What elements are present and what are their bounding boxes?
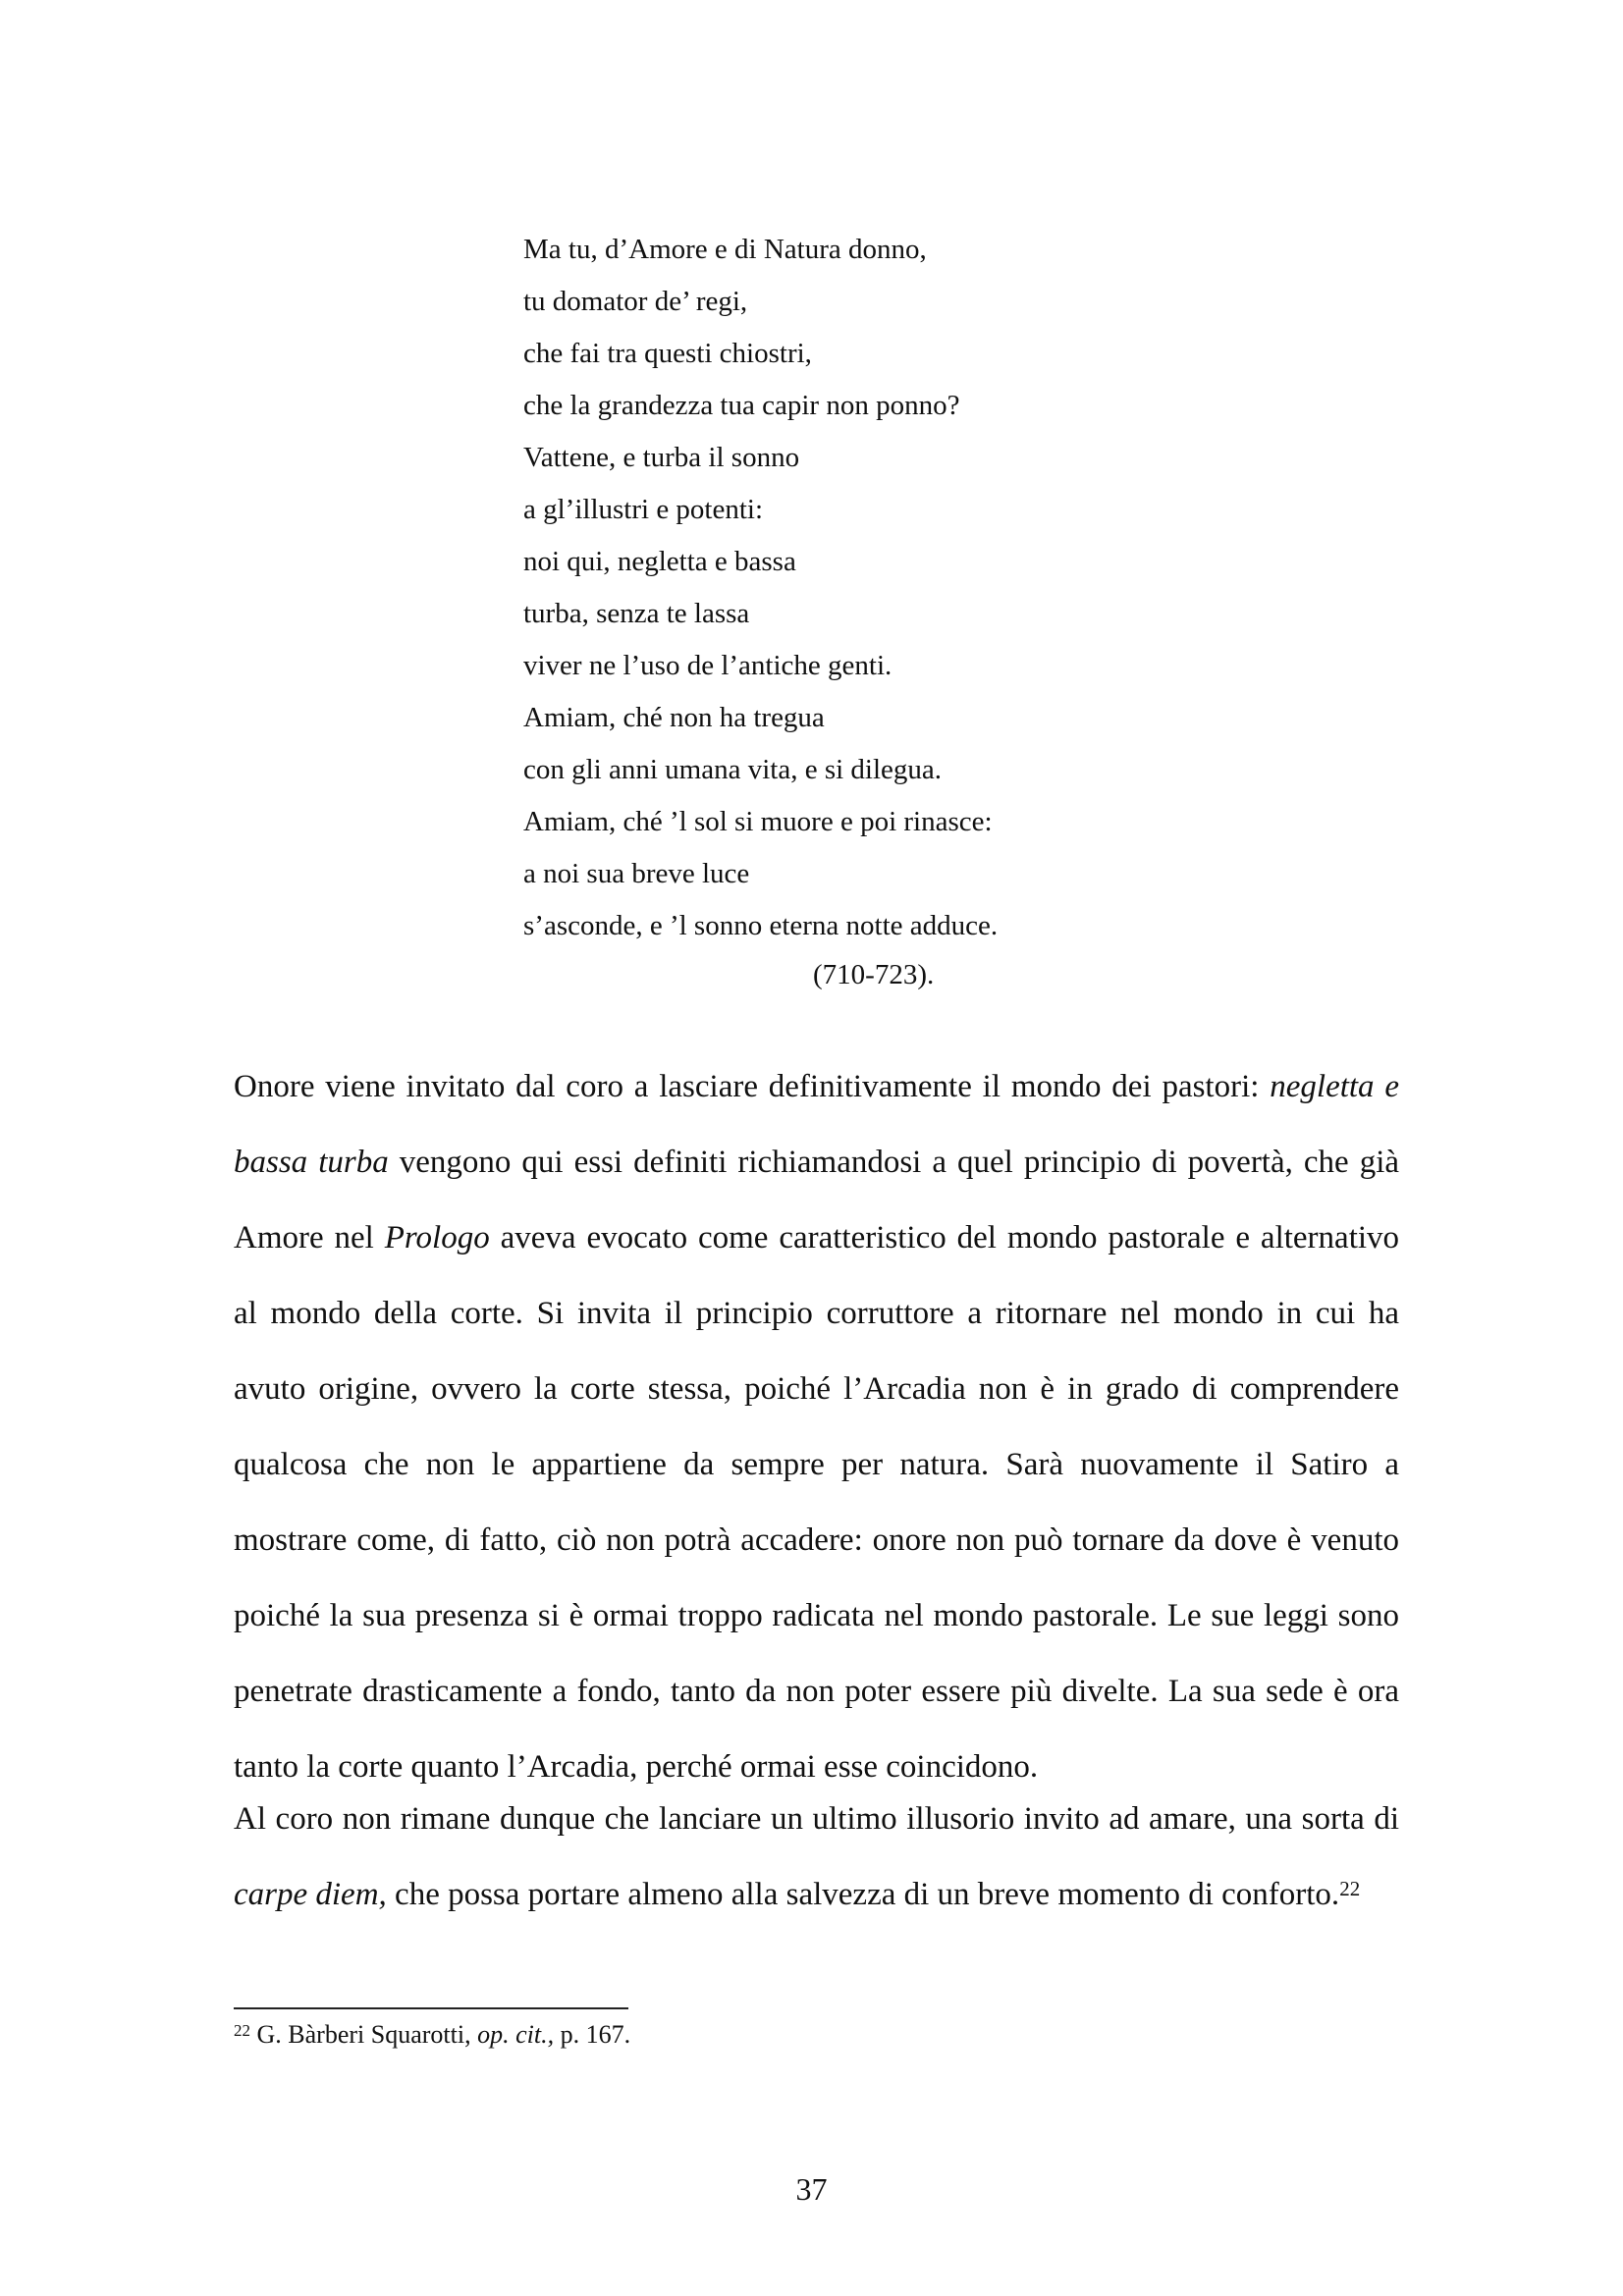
verse-line: che fai tra questi chiostri,	[523, 338, 812, 369]
footnote-marker: 22	[234, 2021, 250, 2040]
verse-line: con gli anni umana vita, e si dilegua.	[523, 754, 943, 785]
verse-line: s’asconde, e ’l sonno eterna notte adduce.	[523, 910, 999, 941]
paragraph-line: avuto origine, ovvero la corte stessa, poiché l’Arcadia non è in grado di comprendere	[234, 1371, 1399, 1407]
paragraph-line: tanto la corte quanto l’Arcadia, perché ormai esse coincidono.	[234, 1749, 1039, 1785]
footnote-reference[interactable]: 22	[1339, 1877, 1361, 1900]
verse-line: tu domator de’ regi,	[523, 286, 748, 317]
paragraph-line: poiché la sua presenza si è ormai troppo radicata nel mondo pastorale. Le sue leggi sono	[234, 1598, 1399, 1633]
italic-title: Prologo	[384, 1220, 490, 1255]
footnote: $^{22}$ G. Bàrberi Squarotti, op. cit., p. 167.	[234, 2020, 631, 2049]
paragraph-line: penetrate drasticamente a fondo, tanto da non poter essere più divelte. La sua sede è ora	[234, 1674, 1399, 1709]
verse-line: Amiam, ché ’l sol si muore e poi rinasce:	[523, 806, 993, 837]
verse-line: Ma tu, d’Amore e di Natura donno,	[523, 234, 927, 265]
italic-quote: negletta e	[1270, 1069, 1400, 1104]
page-number: 37	[795, 2171, 828, 2207]
verse-line: viver ne l’uso de l’antiche genti.	[523, 650, 893, 681]
verse-reference: (710-723).	[813, 959, 935, 990]
footnote-divider	[234, 2007, 628, 2009]
verse-line: Amiam, ché non ha tregua	[523, 702, 825, 733]
paragraph-line: Onore viene invitato dal coro a lasciare definitivamente il mondo dei pastori: negletta e	[234, 1069, 1400, 1104]
paragraph-line: Al coro non rimane dunque che lanciare un ultimo illusorio invito ad amare, una sorta di	[234, 1801, 1399, 1837]
verse-line: turba, senza te lassa	[523, 598, 750, 629]
verse-line: Vattene, e turba il sonno	[523, 442, 800, 473]
verse-quotation	[523, 224, 1309, 952]
italic-phrase: carpe diem,	[234, 1877, 387, 1912]
paragraph-line: mostrare come, di fatto, ciò non potrà accadere: onore non può tornare da dove è venuto	[234, 1522, 1399, 1558]
body-text	[234, 1060, 1399, 1944]
verse-line: a noi sua breve luce	[523, 858, 750, 889]
paragraph-line: qualcosa che non le appartiene da sempre per natura. Sarà nuovamente il Satiro a	[234, 1447, 1399, 1482]
paragraph-line: al mondo della corte. Si invita il principio corruttore a ritornare nel mondo in cui ha	[234, 1296, 1399, 1331]
verse-line: noi qui, negletta e bassa	[523, 546, 796, 577]
italic-quote: bassa turba	[234, 1145, 389, 1180]
verse-line: a gl’illustri e potenti:	[523, 494, 764, 525]
paragraph-line: carpe diem, che possa portare almeno alla salvezza di un breve momento di conforto.$^{22}$	[234, 1877, 1361, 1912]
paragraph-line: bassa turba vengono qui essi definiti richiamandosi a quel principio di povertà, che già	[234, 1145, 1400, 1180]
paragraph-line: Amore nel Prologo aveva evocato come caratteristico del mondo pastorale e alternativo	[234, 1220, 1400, 1255]
verse-line: che la grandezza tua capir non ponno?	[523, 390, 960, 421]
